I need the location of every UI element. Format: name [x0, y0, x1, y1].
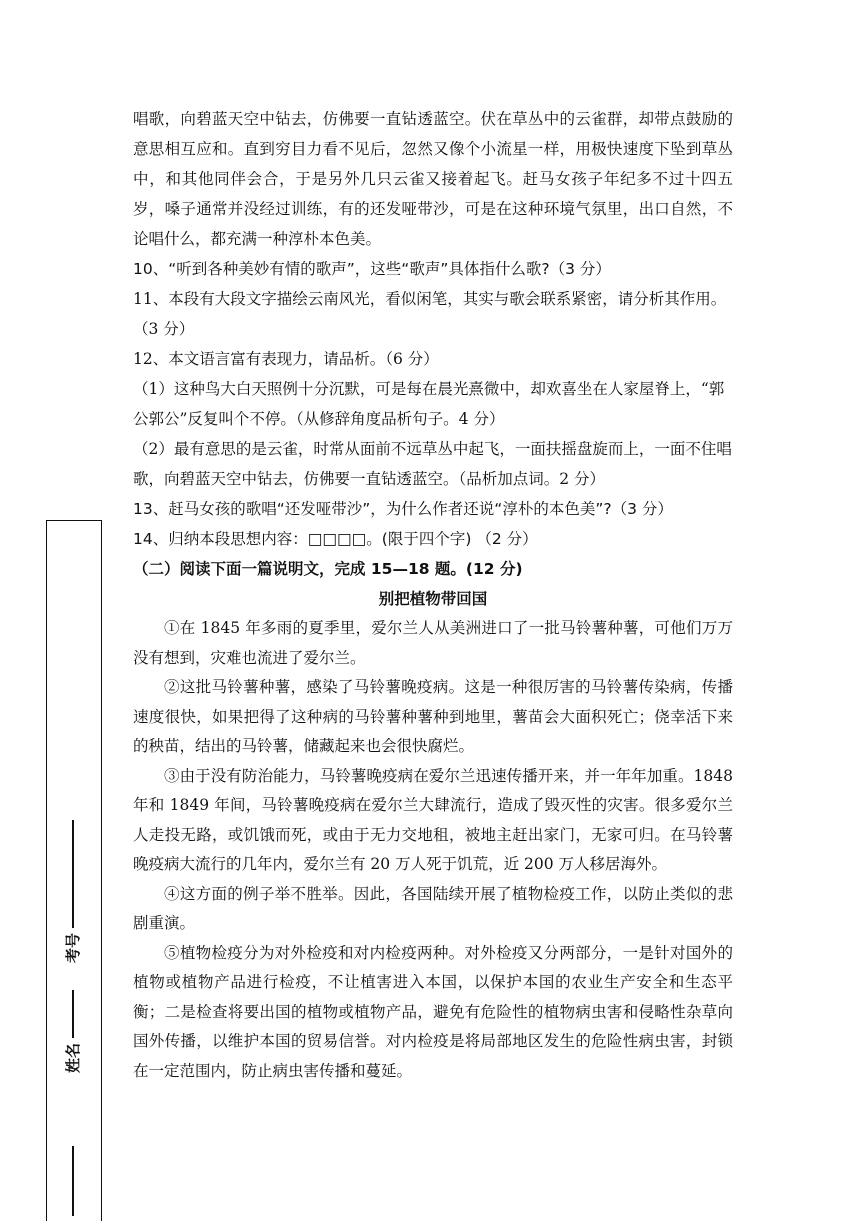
article-body	[133, 614, 733, 1086]
exam-number-line	[72, 820, 74, 928]
question-13: 13、赶马女孩的歌唱“还发哑带沙”，为什么作者还说“淳朴的本色美”?（3 分）	[133, 500, 673, 518]
question-11: 11、本段有大段文字描绘云南风光，看似闲笔，其实与歌会联系紧密，请分析其作用。（3 分）	[133, 290, 727, 338]
article-title: 别把植物带回国	[378, 590, 488, 608]
section-2-heading: （二）阅读下面一篇说明文，完成 15—18 题。(12 分)	[133, 560, 523, 578]
name-field	[52, 990, 92, 1130]
name-label: 姓名	[64, 1042, 82, 1073]
exam-number-field	[52, 820, 92, 970]
article-paragraph-4: ④这方面的例子举不胜举。因此，各国陆续开展了植物检疫工作，以防止类似的悲剧重演。	[133, 884, 733, 932]
question-12-part-2: （2）最有意思的是云雀，时常从面前不远草丛中起飞，一面扶摇盘旋而上，一面不住唱歌，向碧蓝天空中钻去，仿佛要一直钻透蓝空。（品析加点词。2 分）	[133, 440, 732, 488]
question-12-part-1: （1）这种鸟大白天照例十分沉默，可是每在晨光熹微中，却欢喜坐在人家屋脊上，“郭公郭公”反复叫个不停。（从修辞角度品析句子。4 分）	[133, 380, 725, 428]
exam-number-label: 考号	[64, 932, 82, 963]
article-paragraph-3: ③由于没有防治能力，马铃薯晚疫病在爱尔兰迅速传播开来，并一年年加重。1848 年和 1849 年间，马铃薯晚疫病在爱尔兰大肆流行，造成了毁灭性的灾害。很多爱尔兰人走投无路，或饥饿而死，或由于无力交地租，被地主赶出家门，无家可归。在马铃薯晚疫病大流行的几年内，爱尔兰有 20 万人死于饥荒，近 200 万人移居海外。	[133, 766, 733, 873]
question-10: 10、“听到各种美妙有情的歌声”，这些“歌声”具体指什么歌?（3 分）	[133, 260, 611, 278]
main-content	[133, 104, 733, 1086]
blank-line	[72, 1146, 74, 1216]
blank-field	[52, 1146, 92, 1216]
question-14: 14、归纳本段思想内容：□□□□。(限于四个字) （2 分）	[133, 530, 538, 548]
article-paragraph-2: ②这批马铃薯种薯，感染了马铃薯晚疫病。这是一种很厉害的马铃薯传染病，传播速度很快，如果把得了这种病的马铃薯种薯种到地里，薯苗会大面积死亡；侥幸活下来的秧苗，结出的马铃薯，储藏起来也会很快腐烂。	[133, 678, 733, 755]
question-12: 12、本文语言富有表现力，请品析。（6 分）	[133, 350, 439, 368]
article-paragraph-1: ①在 1845 年多雨的夏季里，爱尔兰人从美洲进口了一批马铃薯种薯，可他们万万没有想到，灾难也流进了爱尔兰。	[133, 619, 733, 667]
article-paragraph-5: ⑤植物检疫分为对外检疫和对内检疫两种。对外检疫又分两部分，一是针对国外的植物或植物产品进行检疫，不让植害进入本国，以保护本国的农业生产安全和生态平衡；二是检查将要出国的植物或植物产品，避免有危险性的植物病虫害和侵略性杂草向国外传播，以维护本国的贸易信誉。对内检疫是将局部地区发生的危险性病虫害，封锁在一定范围内，防止病虫害传播和蔓延。	[133, 943, 733, 1080]
name-line	[72, 990, 74, 1038]
passage-continuation: 唱歌，向碧蓝天空中钻去，仿佛要一直钻透蓝空。伏在草丛中的云雀群，却带点鼓励的意思相互应和。直到穷目力看不见后，忽然又像个小流星一样，用极快速度下坠到草丛中，和其他同伴会合，于是另外几只云雀又接着起飞。赶马女孩子年纪多不过十四五岁，嗓子通常并没经过训练，有的还发哑带沙，可是在这种环境气氛里，出口自然，不论唱什么，都充满一种淳朴本色美。	[133, 110, 733, 248]
